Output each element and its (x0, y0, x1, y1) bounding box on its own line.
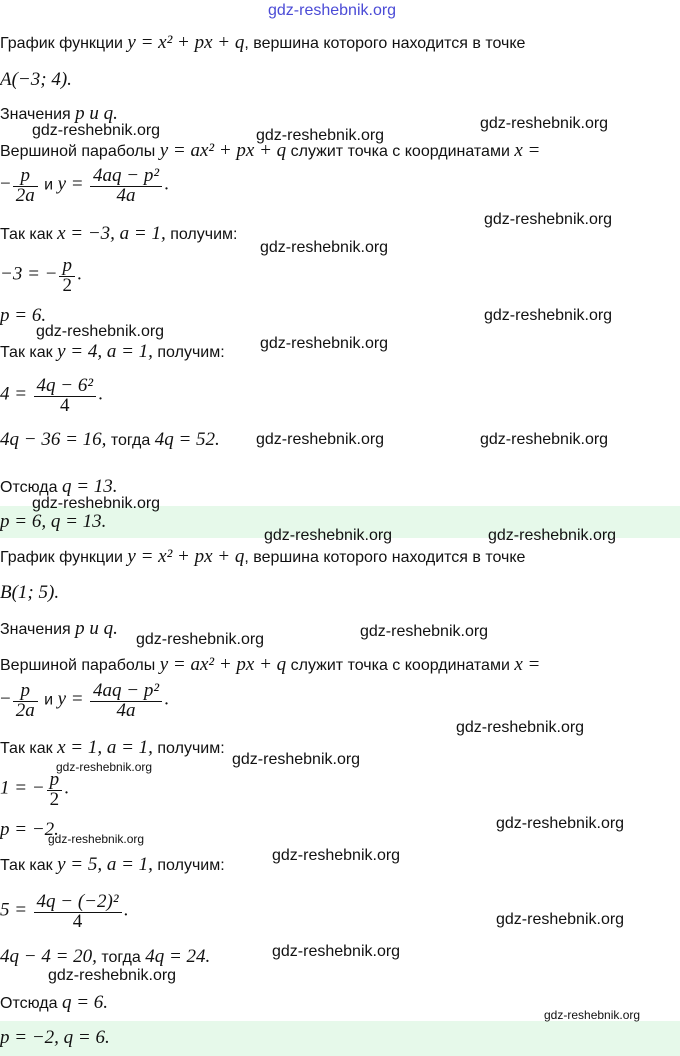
watermark: gdz-reshebnik.org (496, 911, 625, 928)
watermark: gdz-reshebnik.org (56, 760, 153, 774)
point-a: A(−3; 4). (0, 69, 72, 90)
watermark: gdz-reshebnik.org (360, 623, 489, 640)
watermark: gdz-reshebnik.org (32, 122, 161, 139)
watermark: gdz-reshebnik.org (32, 495, 161, 512)
q-result-2: Отсюда q = 6. (0, 992, 109, 1013)
watermark: gdz-reshebnik.org (260, 335, 389, 352)
watermark: gdz-reshebnik.org (36, 323, 165, 340)
q-result-1: Отсюда q = 13. (0, 476, 118, 497)
xv-fraction-2: $\frac{p}{2a}$ (13, 681, 38, 720)
watermark: gdz-reshebnik.org (480, 431, 609, 448)
watermark: gdz-reshebnik.org (496, 815, 625, 832)
watermark: gdz-reshebnik.org (256, 127, 385, 144)
equation-q-1: 4 = $\frac{\text{4q − 6²}}{4}$ . (0, 375, 103, 416)
p-result-2: p = −2. (0, 819, 59, 840)
since-x-1: Так как x = −3, a = 1, получим: (0, 223, 238, 244)
watermark: gdz-reshebnik.org (484, 211, 613, 228)
since-y-1: Так как y = 4, a = 1, получим: (0, 341, 225, 362)
watermark: gdz-reshebnik.org (480, 115, 609, 132)
since-y-2: Так как y = 5, a = 1, получим: (0, 854, 225, 875)
since-x-2: Так как x = 1, a = 1, получим: (0, 737, 225, 758)
answer-2: p = −2, q = 6. (0, 1027, 110, 1048)
watermark: gdz-reshebnik.org (136, 631, 265, 648)
equation-solve-1: 4q − 36 = 16, тогда 4q = 52. (0, 429, 220, 450)
watermark: gdz-reshebnik.org (544, 1008, 641, 1022)
find-values-2: Значения p и q. (0, 618, 118, 639)
equation-p-2: 1 = − $\frac{p}{2}$ . (0, 769, 69, 810)
problem-statement-1: График функции y = x² + px + q, вершина которого находится в точке (0, 32, 526, 53)
yv-fraction-2: $\frac{\text{4aq − p²}}{4a}$ (90, 681, 162, 720)
find-values-1: Значения p и q. (0, 103, 118, 124)
problem-statement-2: График функции y = x² + px + q, вершина которого находится в точке (0, 546, 526, 567)
watermark: gdz-reshebnik.org (48, 967, 177, 984)
equation-solve-2: 4q − 4 = 20, тогда 4q = 24. (0, 946, 211, 967)
watermark: gdz-reshebnik.org (260, 239, 389, 256)
vertex-statement-1: Вершиной параболы y = ax² + px + q служит точка с координатами x = (0, 140, 541, 161)
watermark: gdz-reshebnik.org (48, 832, 145, 846)
watermark: gdz-reshebnik.org (488, 527, 617, 544)
equation-p-1: −3 = − $\frac{p}{2}$ . (0, 255, 82, 296)
xv-fraction-1: $\frac{p}{2a}$ (13, 166, 38, 205)
answer-1: p = 6, q = 13. (0, 511, 107, 532)
equation-q-2: 5 = $\frac{\text{4q − (−2)²}}{4}$ . (0, 891, 129, 932)
watermark-top: gdz-reshebnik.org (268, 2, 397, 19)
watermark: gdz-reshebnik.org (256, 431, 385, 448)
p-result-1: p = 6. (0, 305, 47, 326)
vertex-formulas-1: − $\frac{p}{2a}$ и y = $\frac{\text{4aq − p²}}{4a}$ . (0, 165, 169, 206)
point-b: B(1; 5). (0, 582, 60, 603)
watermark: gdz-reshebnik.org (272, 847, 401, 864)
watermark: gdz-reshebnik.org (232, 751, 361, 768)
watermark: gdz-reshebnik.org (264, 527, 393, 544)
vertex-statement-2: Вершиной параболы y = ax² + px + q служит точка с координатами x = (0, 654, 541, 675)
yv-fraction-1: $\frac{\text{4aq − p²}}{4a}$ (90, 166, 162, 205)
watermark: gdz-reshebnik.org (272, 943, 401, 960)
watermark: gdz-reshebnik.org (456, 719, 585, 736)
vertex-formulas-2: − $\frac{p}{2a}$ и y = $\frac{\text{4aq − p²}}{4a}$ . (0, 680, 169, 721)
watermark: gdz-reshebnik.org (484, 307, 613, 324)
